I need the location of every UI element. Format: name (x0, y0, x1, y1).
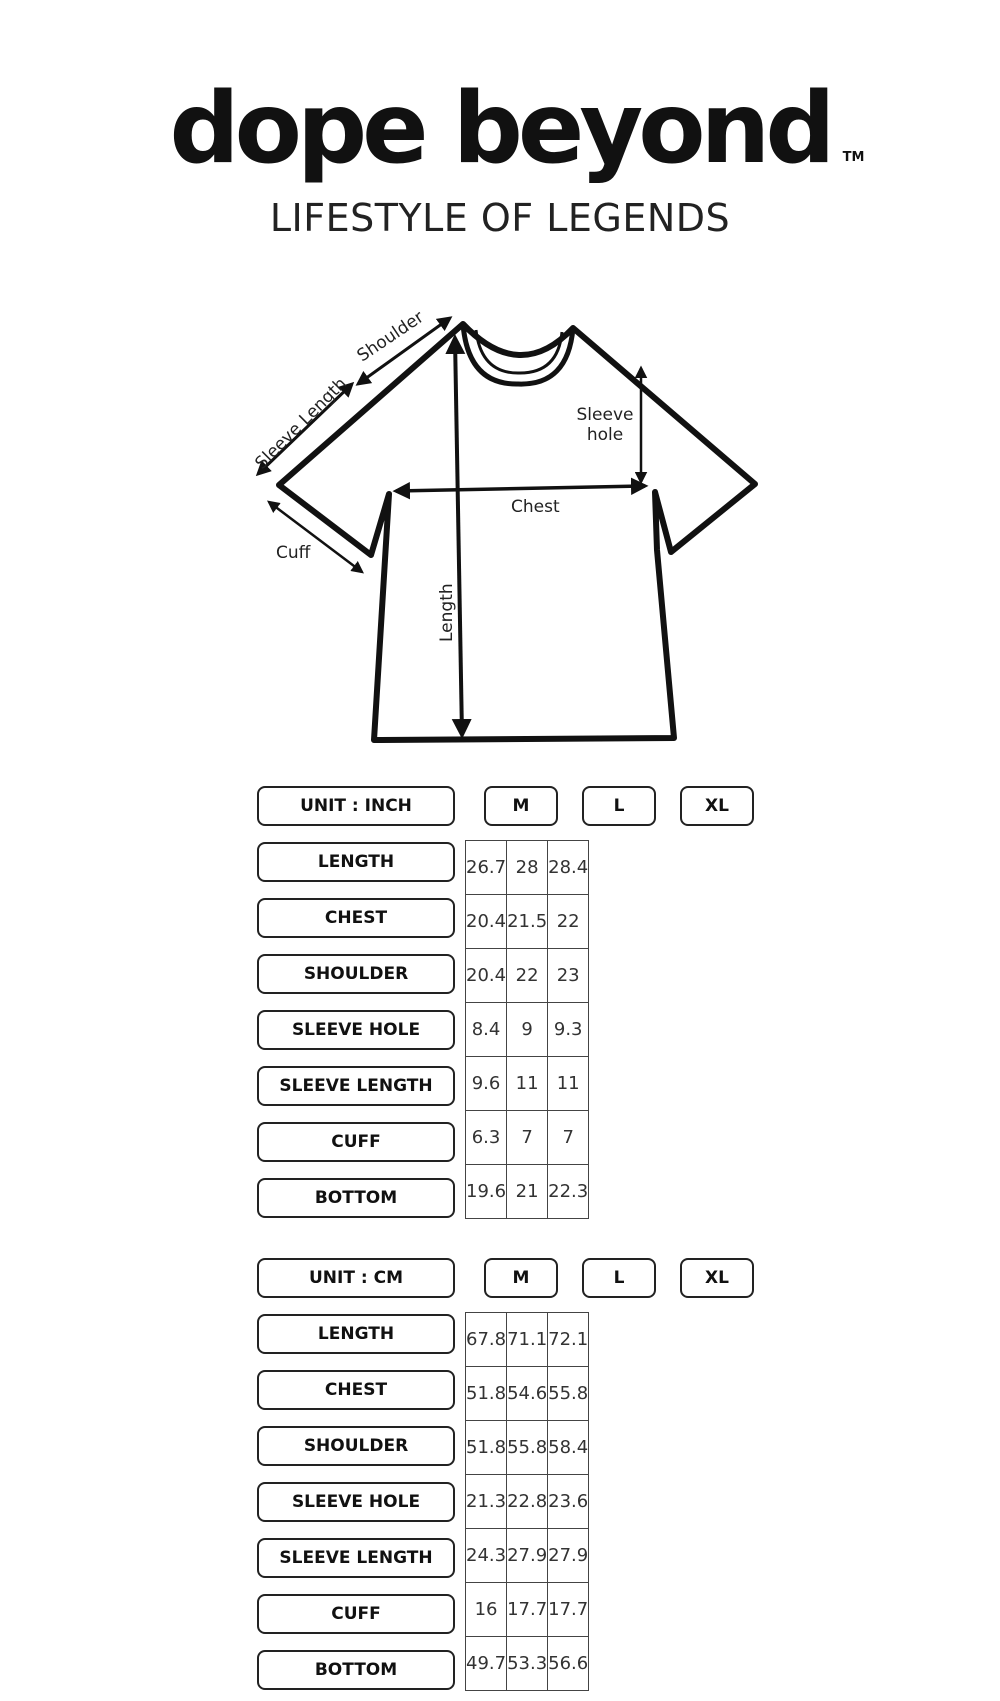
value-cell: 20.4 (466, 895, 507, 949)
row-label-shoulder: SHOULDER (257, 954, 455, 994)
row-label-sleeve-length: SLEEVE LENGTH (257, 1538, 455, 1578)
row-label-cuff: CUFF (257, 1594, 455, 1634)
value-cell: 27.9 (548, 1529, 589, 1583)
row-label-length: LENGTH (257, 1314, 455, 1354)
value-cell: 19.6 (466, 1165, 507, 1219)
value-cell: 54.6 (507, 1367, 548, 1421)
value-cell: 23 (548, 949, 589, 1003)
value-cell: 56.6 (548, 1637, 589, 1691)
value-cell: 26.7 (466, 841, 507, 895)
value-cell: 22.8 (507, 1475, 548, 1529)
value-cell: 21 (507, 1165, 548, 1219)
value-cell: 21.5 (507, 895, 548, 949)
value-cell: 27.9 (507, 1529, 548, 1583)
value-cell: 24.3 (466, 1529, 507, 1583)
value-cell: 16 (466, 1583, 507, 1637)
row-label-shoulder: SHOULDER (257, 1426, 455, 1466)
row-label-length: LENGTH (257, 842, 455, 882)
value-cell: 7 (548, 1111, 589, 1165)
chest-arrow (396, 486, 645, 491)
row-label-bottom: BOTTOM (257, 1178, 455, 1218)
trademark-mark: TM (842, 150, 865, 165)
value-cell: 6.3 (466, 1111, 507, 1165)
values-grid (465, 840, 589, 1219)
size-header-m: M (484, 786, 558, 826)
row-label-cuff: CUFF (257, 1122, 455, 1162)
table-row (466, 895, 589, 949)
shoulder-label: Shoulder (353, 307, 428, 367)
row-label-sleeve-hole: SLEEVE HOLE (257, 1010, 455, 1050)
size-header-l: L (582, 786, 656, 826)
sleeve-hole-label-line2: hole (586, 425, 624, 445)
value-cell: 9.3 (548, 1003, 589, 1057)
length-label: Length (437, 583, 457, 642)
value-cell: 58.4 (548, 1421, 589, 1475)
cuff-label: Cuff (276, 543, 311, 563)
value-cell: 11 (548, 1057, 589, 1111)
table-row (466, 1003, 589, 1057)
value-cell: 51.8 (466, 1421, 507, 1475)
value-cell: 7 (507, 1111, 548, 1165)
table-row (466, 1421, 589, 1475)
table-row (466, 949, 589, 1003)
table-row (466, 1583, 589, 1637)
value-cell: 71.1 (507, 1313, 548, 1367)
value-cell: 55.8 (507, 1421, 548, 1475)
sleeve-hole-label-line1: Sleeve (576, 405, 634, 425)
size-header-m: M (484, 1258, 558, 1298)
value-cell: 20.4 (466, 949, 507, 1003)
value-cell: 21.3 (466, 1475, 507, 1529)
size-header-xl: XL (680, 1258, 754, 1298)
length-arrow (455, 338, 462, 735)
chest-label: Chest (511, 497, 560, 517)
table-row (466, 1367, 589, 1421)
row-label-sleeve-length: SLEEVE LENGTH (257, 1066, 455, 1106)
table-row (466, 1057, 589, 1111)
value-cell: 28.4 (548, 841, 589, 895)
value-cell: 17.7 (507, 1583, 548, 1637)
size-header-xl: XL (680, 786, 754, 826)
value-cell: 67.8 (466, 1313, 507, 1367)
sleeve-length-label: Sleeve Length (251, 373, 352, 474)
table-row (466, 1529, 589, 1583)
unit-label: UNIT : INCH (257, 786, 455, 826)
value-cell: 55.8 (548, 1367, 589, 1421)
table-row (466, 841, 589, 895)
table-row (466, 1165, 589, 1219)
value-cell: 53.3 (507, 1637, 548, 1691)
size-header-l: L (582, 1258, 656, 1298)
table-row (466, 1111, 589, 1165)
value-cell: 9.6 (466, 1057, 507, 1111)
value-cell: 17.7 (548, 1583, 589, 1637)
value-cell: 22.3 (548, 1165, 589, 1219)
value-cell: 22 (507, 949, 548, 1003)
value-cell: 9 (507, 1003, 548, 1057)
value-cell: 23.6 (548, 1475, 589, 1529)
value-cell: 51.8 (466, 1367, 507, 1421)
table-row (466, 1475, 589, 1529)
unit-label: UNIT : CM (257, 1258, 455, 1298)
row-label-bottom: BOTTOM (257, 1650, 455, 1690)
row-label-chest: CHEST (257, 898, 455, 938)
table-row (466, 1637, 589, 1691)
value-cell: 49.7 (466, 1637, 507, 1691)
table-row (466, 1313, 589, 1367)
row-label-chest: CHEST (257, 1370, 455, 1410)
values-grid (465, 1312, 589, 1691)
value-cell: 22 (548, 895, 589, 949)
value-cell: 8.4 (466, 1003, 507, 1057)
brand-name: dope beyond TM (169, 72, 865, 186)
value-cell: 72.1 (548, 1313, 589, 1367)
row-label-sleeve-hole: SLEEVE HOLE (257, 1482, 455, 1522)
tshirt-diagram (0, 0, 1000, 760)
value-cell: 28 (507, 841, 548, 895)
value-cell: 11 (507, 1057, 548, 1111)
brand-tagline: LIFESTYLE OF LEGENDS (269, 196, 731, 240)
